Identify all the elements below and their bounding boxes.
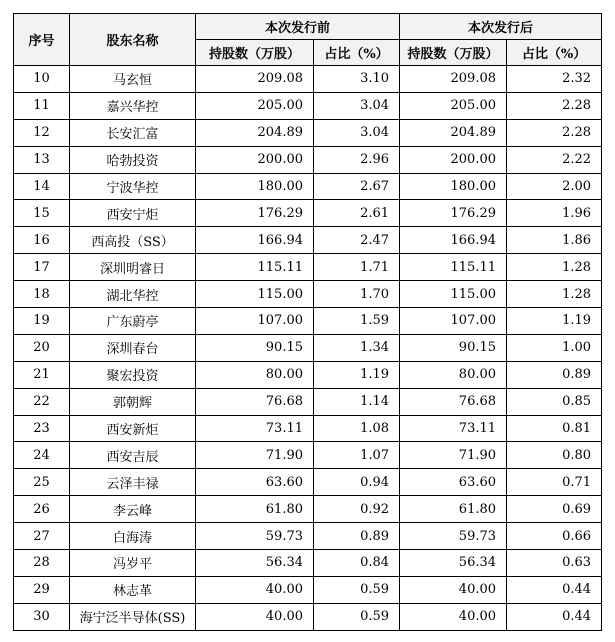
cell-shareholder-name: 郭朝辉 <box>70 388 196 415</box>
cell-shares-before: 115.11 <box>196 254 314 281</box>
cell-ratio-before: 3.10 <box>314 66 400 93</box>
cell-ratio-after: 1.19 <box>507 308 602 335</box>
header-shares-after: 持股数（万股） <box>400 40 507 66</box>
cell-shares-after: 180.00 <box>400 173 507 200</box>
cell-shares-before: 180.00 <box>196 173 314 200</box>
cell-shareholder-name: 云泽丰禄 <box>70 469 196 496</box>
cell-seq: 20 <box>14 334 70 361</box>
cell-shares-after: 115.00 <box>400 281 507 308</box>
cell-ratio-before: 1.08 <box>314 415 400 442</box>
cell-seq: 11 <box>14 92 70 119</box>
cell-shares-before: 40.00 <box>196 603 314 630</box>
cell-shares-before: 115.00 <box>196 281 314 308</box>
cell-ratio-after: 2.22 <box>507 146 602 173</box>
table-row <box>14 119 602 146</box>
cell-shares-after: 40.00 <box>400 603 507 630</box>
header-shares-before: 持股数（万股） <box>196 40 314 66</box>
cell-ratio-before: 3.04 <box>314 92 400 119</box>
cell-ratio-after: 0.85 <box>507 388 602 415</box>
cell-shares-after: 80.00 <box>400 361 507 388</box>
cell-shares-after: 59.73 <box>400 523 507 550</box>
cell-ratio-after: 0.71 <box>507 469 602 496</box>
table-row <box>14 200 602 227</box>
table-row <box>14 308 602 335</box>
cell-shares-before: 204.89 <box>196 119 314 146</box>
cell-ratio-before: 2.47 <box>314 227 400 254</box>
cell-shares-after: 205.00 <box>400 92 507 119</box>
cell-shares-after: 56.34 <box>400 550 507 577</box>
cell-shares-after: 107.00 <box>400 308 507 335</box>
cell-shareholder-name: 嘉兴华控 <box>70 92 196 119</box>
cell-ratio-after: 1.96 <box>507 200 602 227</box>
cell-ratio-after: 0.66 <box>507 523 602 550</box>
cell-seq: 25 <box>14 469 70 496</box>
table-row <box>14 523 602 550</box>
cell-shareholder-name: 湖北华控 <box>70 281 196 308</box>
cell-ratio-after: 1.00 <box>507 334 602 361</box>
cell-ratio-after: 1.28 <box>507 254 602 281</box>
cell-seq: 23 <box>14 415 70 442</box>
table-row <box>14 361 602 388</box>
cell-ratio-after: 1.28 <box>507 281 602 308</box>
cell-ratio-after: 0.44 <box>507 603 602 630</box>
cell-seq: 22 <box>14 388 70 415</box>
cell-seq: 18 <box>14 281 70 308</box>
cell-seq: 21 <box>14 361 70 388</box>
table-row <box>14 576 602 603</box>
header-before: 本次发行前 <box>196 14 400 40</box>
cell-shares-before: 63.60 <box>196 469 314 496</box>
cell-seq: 14 <box>14 173 70 200</box>
cell-ratio-before: 1.71 <box>314 254 400 281</box>
cell-shareholder-name: 深圳春台 <box>70 334 196 361</box>
cell-shares-after: 200.00 <box>400 146 507 173</box>
cell-shareholder-name: 李云峰 <box>70 496 196 523</box>
cell-shares-before: 59.73 <box>196 523 314 550</box>
cell-shareholder-name: 西安新炬 <box>70 415 196 442</box>
cell-ratio-before: 0.94 <box>314 469 400 496</box>
cell-seq: 28 <box>14 550 70 577</box>
cell-shares-before: 61.80 <box>196 496 314 523</box>
cell-shareholder-name: 广东蔚亭 <box>70 308 196 335</box>
cell-shares-after: 90.15 <box>400 334 507 361</box>
cell-seq: 30 <box>14 603 70 630</box>
cell-shares-before: 209.08 <box>196 66 314 93</box>
table-row <box>14 254 602 281</box>
cell-shares-before: 40.00 <box>196 576 314 603</box>
cell-shareholder-name: 冯岁平 <box>70 550 196 577</box>
table-row <box>14 281 602 308</box>
cell-shares-before: 71.90 <box>196 442 314 469</box>
cell-shares-before: 205.00 <box>196 92 314 119</box>
header-ratio-before: 占比（%） <box>314 40 400 66</box>
table-row <box>14 442 602 469</box>
table-row <box>14 415 602 442</box>
cell-shares-after: 204.89 <box>400 119 507 146</box>
cell-seq: 10 <box>14 66 70 93</box>
cell-shares-before: 90.15 <box>196 334 314 361</box>
cell-ratio-after: 0.69 <box>507 496 602 523</box>
cell-ratio-before: 1.34 <box>314 334 400 361</box>
header-ratio-after: 占比（%） <box>507 40 602 66</box>
cell-seq: 13 <box>14 146 70 173</box>
cell-shareholder-name: 聚宏投资 <box>70 361 196 388</box>
cell-ratio-before: 0.84 <box>314 550 400 577</box>
cell-shareholder-name: 哈勃投资 <box>70 146 196 173</box>
table-row <box>14 550 602 577</box>
cell-ratio-before: 1.07 <box>314 442 400 469</box>
cell-ratio-before: 2.67 <box>314 173 400 200</box>
header-after: 本次发行后 <box>400 14 602 40</box>
cell-seq: 27 <box>14 523 70 550</box>
cell-shares-before: 176.29 <box>196 200 314 227</box>
header-name: 股东名称 <box>70 14 196 66</box>
cell-shares-after: 61.80 <box>400 496 507 523</box>
cell-seq: 24 <box>14 442 70 469</box>
cell-shares-after: 209.08 <box>400 66 507 93</box>
cell-ratio-after: 0.80 <box>507 442 602 469</box>
cell-shares-before: 107.00 <box>196 308 314 335</box>
cell-shareholder-name: 宁波华控 <box>70 173 196 200</box>
table-row <box>14 496 602 523</box>
table-row <box>14 146 602 173</box>
cell-shares-before: 166.94 <box>196 227 314 254</box>
cell-ratio-before: 0.59 <box>314 576 400 603</box>
cell-shares-after: 71.90 <box>400 442 507 469</box>
cell-seq: 15 <box>14 200 70 227</box>
shareholder-table-container <box>13 13 601 631</box>
cell-seq: 29 <box>14 576 70 603</box>
table-row <box>14 227 602 254</box>
cell-shareholder-name: 海宁泛半导体(SS) <box>70 603 196 630</box>
cell-ratio-before: 1.14 <box>314 388 400 415</box>
cell-shares-before: 76.68 <box>196 388 314 415</box>
cell-ratio-after: 2.28 <box>507 119 602 146</box>
cell-shareholder-name: 西高投（SS） <box>70 227 196 254</box>
cell-shares-after: 115.11 <box>400 254 507 281</box>
table-row <box>14 334 602 361</box>
cell-seq: 19 <box>14 308 70 335</box>
cell-ratio-after: 0.63 <box>507 550 602 577</box>
cell-shareholder-name: 西安吉辰 <box>70 442 196 469</box>
cell-ratio-after: 2.32 <box>507 66 602 93</box>
cell-shareholder-name: 西安宁炬 <box>70 200 196 227</box>
cell-ratio-before: 3.04 <box>314 119 400 146</box>
cell-seq: 17 <box>14 254 70 281</box>
cell-ratio-after: 2.00 <box>507 173 602 200</box>
cell-shares-after: 40.00 <box>400 576 507 603</box>
table-row <box>14 388 602 415</box>
cell-shares-after: 176.29 <box>400 200 507 227</box>
cell-ratio-before: 0.92 <box>314 496 400 523</box>
cell-ratio-before: 1.59 <box>314 308 400 335</box>
table-row <box>14 92 602 119</box>
cell-ratio-before: 2.96 <box>314 146 400 173</box>
cell-ratio-before: 1.70 <box>314 281 400 308</box>
cell-shares-before: 200.00 <box>196 146 314 173</box>
cell-shareholder-name: 深圳明睿日 <box>70 254 196 281</box>
cell-shares-after: 73.11 <box>400 415 507 442</box>
cell-shareholder-name: 长安汇富 <box>70 119 196 146</box>
cell-shareholder-name: 马玄恒 <box>70 66 196 93</box>
table-row <box>14 469 602 496</box>
header-seq: 序号 <box>14 14 70 66</box>
cell-ratio-after: 2.28 <box>507 92 602 119</box>
cell-ratio-after: 0.89 <box>507 361 602 388</box>
cell-ratio-before: 1.19 <box>314 361 400 388</box>
cell-shares-after: 76.68 <box>400 388 507 415</box>
cell-seq: 12 <box>14 119 70 146</box>
shareholder-table <box>13 13 602 631</box>
table-row <box>14 173 602 200</box>
cell-ratio-after: 0.44 <box>507 576 602 603</box>
cell-shares-before: 73.11 <box>196 415 314 442</box>
cell-ratio-before: 2.61 <box>314 200 400 227</box>
cell-seq: 16 <box>14 227 70 254</box>
cell-shareholder-name: 林志革 <box>70 576 196 603</box>
cell-ratio-before: 0.89 <box>314 523 400 550</box>
cell-shares-after: 63.60 <box>400 469 507 496</box>
cell-shares-before: 56.34 <box>196 550 314 577</box>
table-body <box>14 66 602 631</box>
cell-ratio-after: 1.86 <box>507 227 602 254</box>
cell-ratio-after: 0.81 <box>507 415 602 442</box>
table-row <box>14 603 602 630</box>
cell-seq: 26 <box>14 496 70 523</box>
header-row-top <box>14 14 602 40</box>
cell-shares-after: 166.94 <box>400 227 507 254</box>
cell-ratio-before: 0.59 <box>314 603 400 630</box>
cell-shares-before: 80.00 <box>196 361 314 388</box>
table-row <box>14 66 602 93</box>
cell-shareholder-name: 白海涛 <box>70 523 196 550</box>
